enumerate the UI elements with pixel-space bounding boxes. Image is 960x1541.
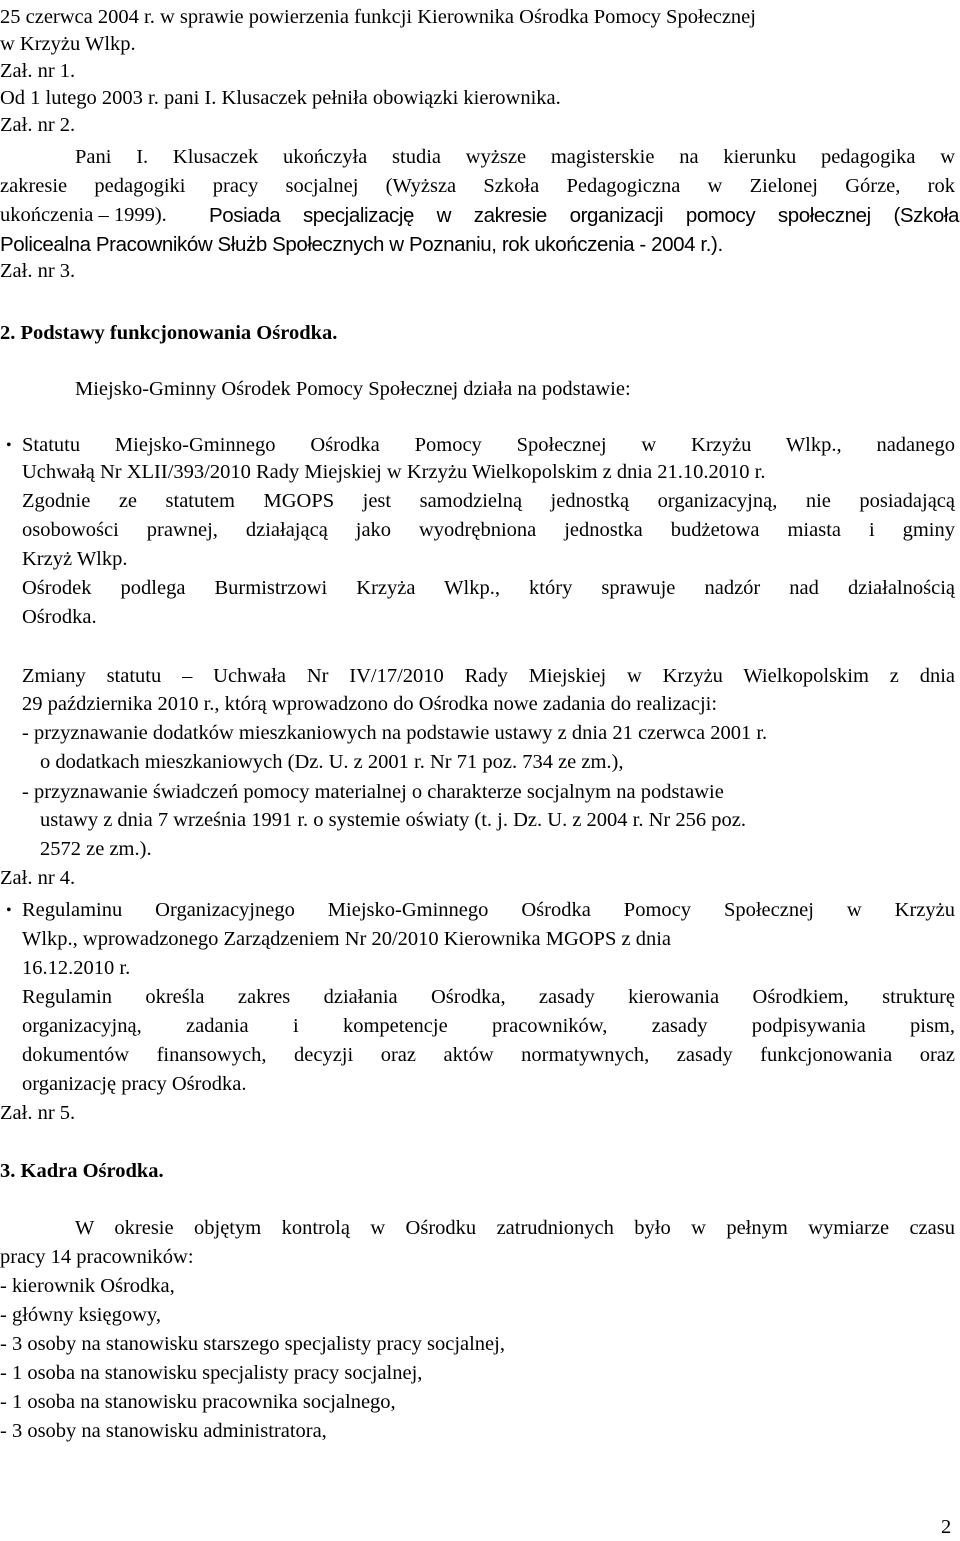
paragraph-intro: Miejsko-Gminny Ośrodek Pomocy Społecznej działa na podstawie: bbox=[75, 378, 631, 400]
text-line: o dodatkach mieszkaniowych (Dz. U. z 2001 r. Nr 71 poz. 734 ze zm.), bbox=[40, 751, 624, 773]
text-line: zakresie pedagogiki pracy socjalnej (Wyższa Szkoła Pedagogiczna w Zielonej Górze, rok bbox=[0, 175, 955, 197]
page-number: 2 bbox=[941, 1516, 952, 1538]
text-line: osobowości prawnej, działającą jako wyodrębniona jednostka budżetowa miasta i gminy bbox=[22, 519, 955, 541]
list-item: - 1 osoba na stanowisku specjalisty pracy socjalnej, bbox=[0, 1362, 423, 1384]
text-line: Krzyż Wlkp. bbox=[22, 548, 128, 570]
text-line: Ośrodek podlega Burmistrzowi Krzyża Wlkp., który sprawuje nadzór nad działalnością bbox=[22, 577, 955, 599]
text-line: pracy 14 pracowników: bbox=[0, 1246, 194, 1268]
list-item: - kierownik Ośrodka, bbox=[0, 1275, 175, 1297]
section-heading: 2. Podstawy funkcjonowania Ośrodka. bbox=[0, 322, 338, 344]
text-line: Zał. nr 4. bbox=[0, 867, 76, 889]
text-line: Pani I. Klusaczek ukończyła studia wyższe magisterskie na kierunku pedagogika w bbox=[75, 146, 955, 168]
list-item: - 3 osoby na stanowisku starszego specjalisty pracy socjalnej, bbox=[0, 1333, 505, 1355]
text-line: 29 października 2010 r., którą wprowadzono do Ośrodka nowe zadania do realizacji: bbox=[22, 693, 718, 715]
text-line: Uchwałą Nr XLII/393/2010 Rady Miejskiej w Krzyżu Wielkopolskim z dnia 21.10.2010 r. bbox=[22, 461, 766, 483]
text-line: Zał. nr 3. bbox=[0, 260, 76, 282]
text-line: ustawy z dnia 7 września 1991 r. o systemie oświaty (t. j. Dz. U. z 2004 r. Nr 256 poz. bbox=[40, 809, 746, 831]
bullet-icon: • bbox=[6, 437, 12, 454]
text-line: Zał. nr 1. bbox=[0, 60, 76, 82]
text-line: Od 1 lutego 2003 r. pani I. Klusaczek pełniła obowiązki kierownika. bbox=[0, 87, 561, 109]
text-line: Ośrodka. bbox=[22, 606, 97, 628]
text-line: Regulamin określa zakres działania Ośrodka, zasady kierowania Ośrodkiem, strukturę bbox=[22, 986, 955, 1008]
section-heading: 3. Kadra Ośrodka. bbox=[0, 1160, 164, 1182]
text-line: organizacyjną, zadania i kompetencje pracowników, zasady podpisywania pism, bbox=[22, 1015, 955, 1037]
list-item: - 3 osoby na stanowisku administratora, bbox=[0, 1420, 327, 1442]
text-line: Zał. nr 2. bbox=[0, 114, 76, 136]
text-line: Regulaminu Organizacyjnego Miejsko-Gminnego Ośrodka Pomocy Społecznej w Krzyżu bbox=[22, 899, 955, 921]
text-line: organizację pracy Ośrodka. bbox=[22, 1073, 247, 1095]
text-line: W okresie objętym kontrolą w Ośrodku zatrudnionych było w pełnym wymiarze czasu bbox=[75, 1217, 955, 1239]
text-line: Policealna Pracowników Służb Społecznych w Poznaniu, rok ukończenia - 2004 r.). bbox=[0, 233, 723, 256]
text-line: Wlkp., wprowadzonego Zarządzeniem Nr 20/2010 Kierownika MGOPS z dnia bbox=[22, 928, 671, 950]
text-line: Posiada specjalizację w zakresie organizacji pomocy społecznej (Szkoła bbox=[209, 204, 959, 227]
bullet-icon: • bbox=[6, 902, 12, 919]
text-line: - przyznawanie świadczeń pomocy materialnej o charakterze socjalnym na podstawie bbox=[22, 781, 724, 803]
list-item: - główny księgowy, bbox=[0, 1304, 161, 1326]
text-line: Zmiany statutu – Uchwała Nr IV/17/2010 Rady Miejskiej w Krzyżu Wielkopolskim z dnia bbox=[22, 665, 955, 687]
text-line: 2572 ze zm.). bbox=[40, 838, 152, 860]
text-line: 16.12.2010 r. bbox=[22, 957, 131, 979]
text-line: Zgodnie ze statutem MGOPS jest samodzielną jednostką organizacyjną, nie posiadającą bbox=[22, 490, 955, 512]
text-line: - przyznawanie dodatków mieszkaniowych na podstawie ustawy z dnia 21 czerwca 2001 r. bbox=[22, 722, 768, 744]
text-line: ukończenia – 1999). bbox=[0, 204, 167, 226]
text-line: Zał. nr 5. bbox=[0, 1102, 76, 1124]
list-item: - 1 osoba na stanowisku pracownika socjalnego, bbox=[0, 1391, 396, 1413]
text-line: 25 czerwca 2004 r. w sprawie powierzenia funkcji Kierownika Ośrodka Pomocy Społecznej bbox=[0, 6, 756, 28]
text-line: Statutu Miejsko-Gminnego Ośrodka Pomocy Społecznej w Krzyżu Wlkp., nadanego bbox=[22, 434, 955, 456]
text-line: dokumentów finansowych, decyzji oraz aktów normatywnych, zasady funkcjonowania oraz bbox=[22, 1044, 955, 1066]
text-line: w Krzyżu Wlkp. bbox=[0, 33, 136, 55]
